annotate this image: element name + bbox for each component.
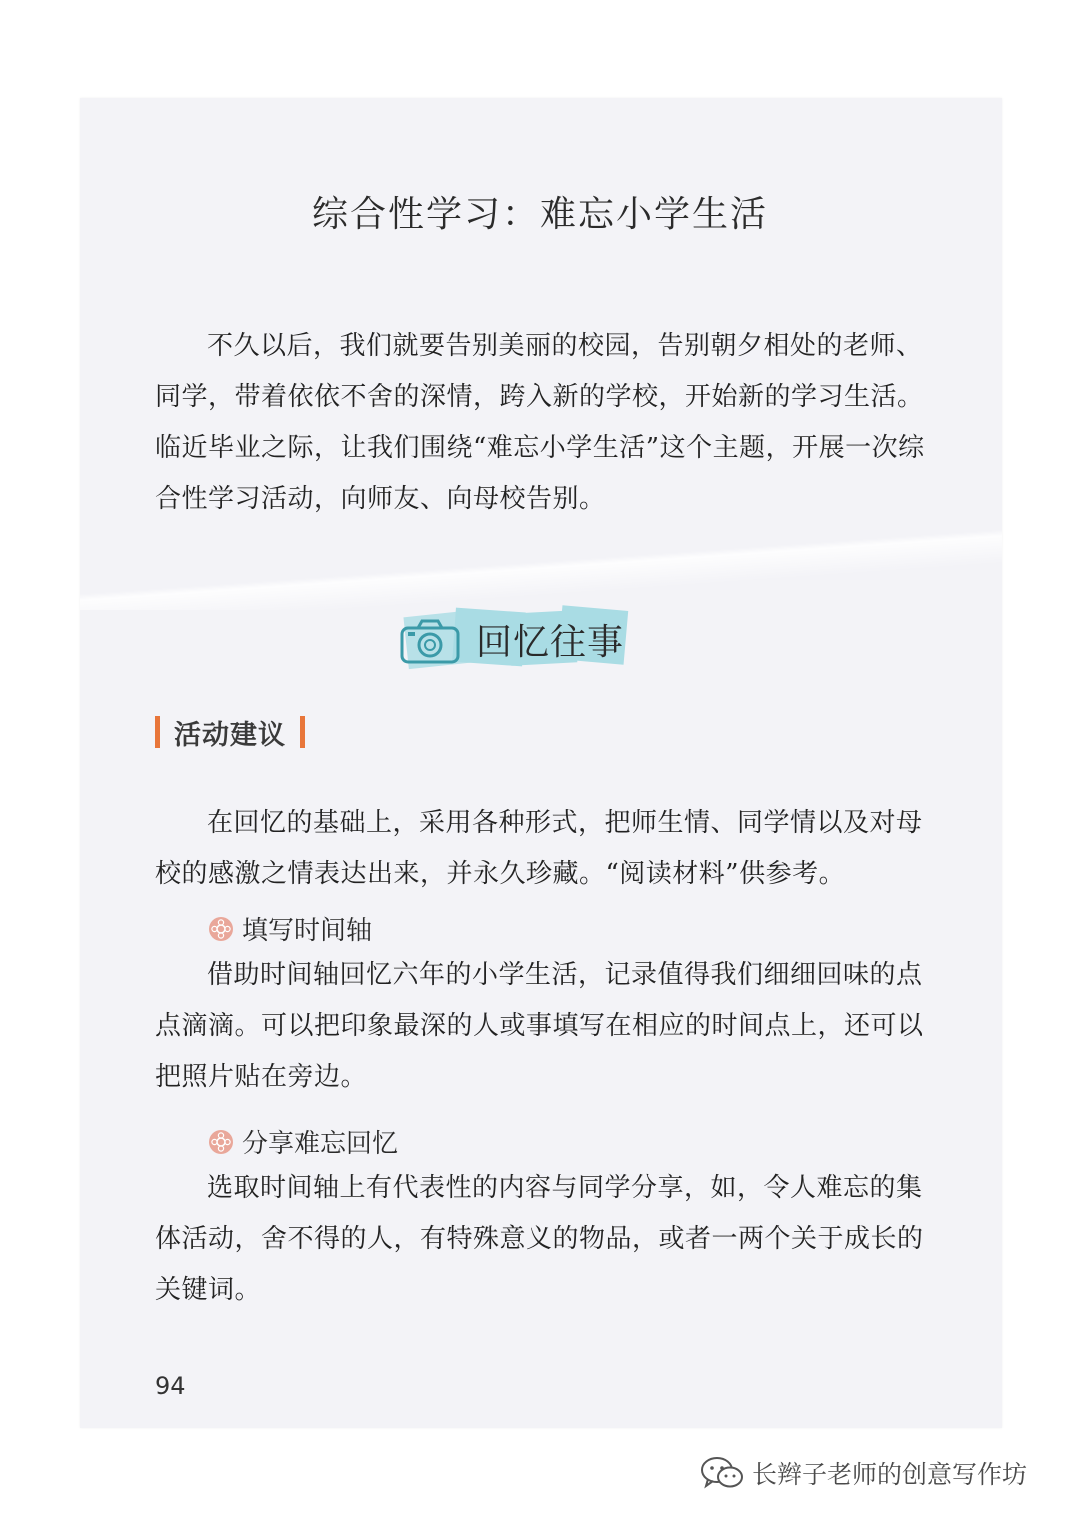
watermark-text: 长辫子老师的创意写作坊 bbox=[752, 1460, 1028, 1489]
page-title: 综合性学习：难忘小学生活 bbox=[311, 194, 768, 235]
intro-paragraph: 不久以后，我们就要告别美丽的校园，告别朝夕相处的老师、同学，带着依依不舍的深情，跨入新的学校，开始新的学习生活。临近毕业之际，让我们围绕“难忘小学生活”这个主题，开展一次综合性学习活动，向师友、向母校告别。 bbox=[155, 331, 925, 514]
activity-paragraph: 在回忆的基础上，采用各种形式，把师生情、同学情以及对母校的感激之情表达出来，并永久珍藏。“阅读材料”供参考。 bbox=[155, 808, 923, 889]
flower-bullet-icon bbox=[208, 916, 234, 942]
watermark bbox=[700, 1455, 1027, 1491]
subheading-share bbox=[208, 1123, 398, 1160]
label-bar-right bbox=[300, 716, 305, 748]
wechat-icon bbox=[700, 1456, 744, 1490]
section-title: 回忆往事 bbox=[476, 622, 625, 663]
camera-icon bbox=[398, 616, 462, 666]
activity-label-text: 活动建议 bbox=[174, 719, 286, 751]
activity-label bbox=[155, 712, 305, 752]
section-header bbox=[398, 608, 638, 668]
share-paragraph: 选取时间轴上有代表性的内容与同学分享，如，令人难忘的集体活动，舍不得的人，有特殊意义的物品，或者一两个关于成长的关键词。 bbox=[155, 1173, 924, 1305]
page-number: 94 bbox=[155, 1372, 186, 1400]
subheading-timeline bbox=[208, 910, 372, 947]
flower-bullet-icon bbox=[208, 1129, 234, 1155]
subheading-text: 填写时间轴 bbox=[242, 916, 373, 946]
label-bar-left bbox=[155, 716, 160, 748]
timeline-paragraph: 借助时间轴回忆六年的小学生活，记录值得我们细细回味的点点滴滴。可以把印象最深的人或事填写在相应的时间点上，还可以把照片贴在旁边。 bbox=[155, 960, 924, 1092]
subheading-text: 分享难忘回忆 bbox=[242, 1129, 399, 1159]
